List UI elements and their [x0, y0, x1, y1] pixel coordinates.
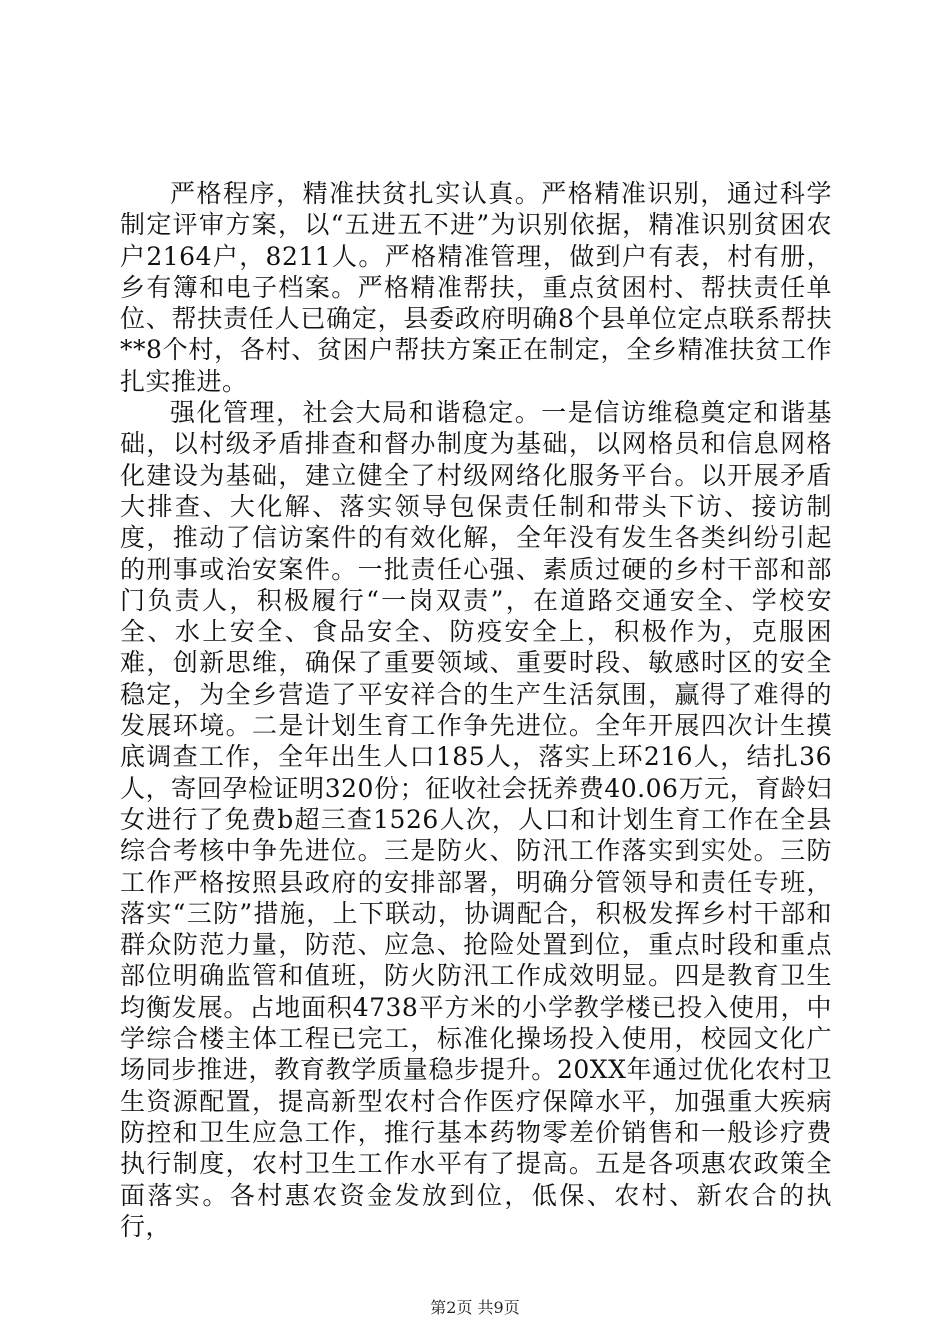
document-body	[120, 178, 832, 1242]
paragraph-social-stability: 强化管理，社会大局和谐稳定。一是信访维稳奠定和谐基础，以村级矛盾排查和督办制度为基础，以网格员和信息网格化建设为基础，建立健全了村级网络化服务平台。以开展矛盾大排查、大化解、落实领导包保责任制和带头下访、接访制度，推动了信访案件的有效化解，全年没有发生各类纠纷引起的刑事或治安案件。一批责任心强、素质过硬的乡村干部和部门负责人，积极履行“一岗双责”，在道路交通安全、学校安全、水上安全、食品安全、防疫安全上，积极作为，克服困难，创新思维，确保了重要领域、重要时段、敏感时区的安全稳定，为全乡营造了平安祥合的生产生活氛围，赢得了难得的发展环境。二是计划生育工作争先进位。全年开展四次计生摸底调查工作，全年出生人口185人，落实上环216人，结扎36人，寄回孕检证明320份；征收社会抚养费40.06万元，育龄妇女进行了免费b超三查1526人次，人口和计划生育工作在全县综合考核中争先进位。三是防火、防汛工作落实到实处。三防工作严格按照县政府的安排部署，明确分管领导和责任专班，落实“三防”措施，上下联动，协调配合，积极发挥乡村干部和群众防范力量，防范、应急、抢险处置到位，重点时段和重点部位明确监管和值班，防火防汛工作成效明显。四是教育卫生均衡发展。占地面积4738平方米的小学教学楼已投入使用，中学综合楼主体工程已完工，标准化操场投入使用，校园文化广场同步推进，教育教学质量稳步提升。20XX年通过优化农村卫生资源配置，提高新型农村合作医疗保障水平，加强重大疾病防控和卫生应急工作，推行基本药物零差价销售和一般诊疗费执行制度，农村卫生工作水平有了提高。五是各项惠农政策全面落实。各村惠农资金发放到位，低保、农村、新农合的执行，	[120, 398, 832, 1241]
page-footer: 第2页 共9页	[430, 1298, 520, 1317]
paragraph-poverty-alleviation: 严格程序，精准扶贫扎实认真。严格精准识别，通过科学制定评审方案，以“五进五不进”为识别依据，精准识别贫困农户2164户，8211人。严格精准管理，做到户有表，村有册，乡有簿和电子档案。严格精准帮扶，重点贫困村、帮扶责任单位、帮扶责任人已确定，县委政府明确8个县单位定点联系帮扶**8个村，各村、贫困户帮扶方案正在制定，全乡精准扶贫工作扎实推进。	[120, 179, 832, 396]
